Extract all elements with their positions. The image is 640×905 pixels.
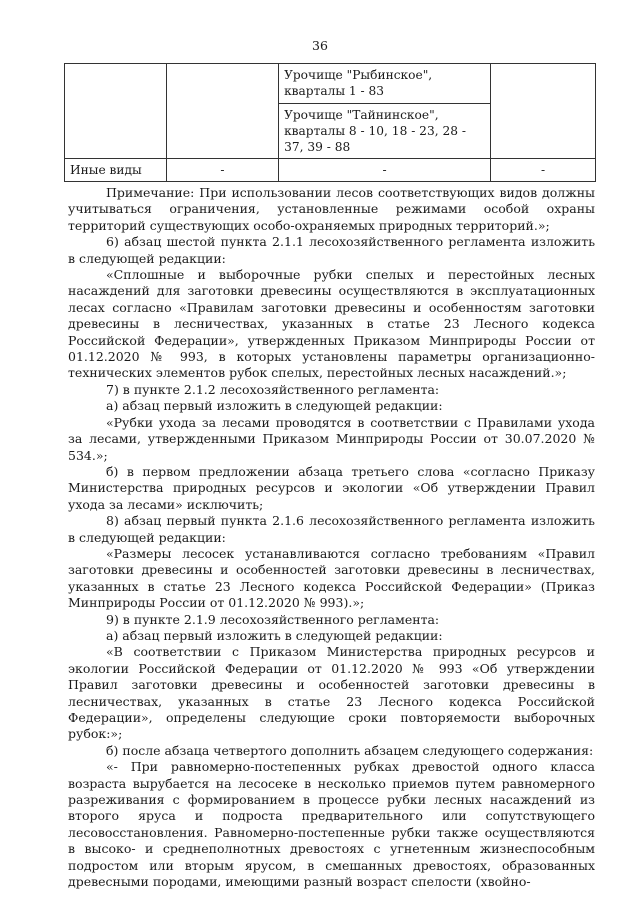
table-cell — [491, 64, 596, 159]
forest-use-table — [64, 63, 596, 182]
paragraph: «Рубки ухода за лесами проводятся в соответствии с Правилами ухода за лесами, утвержденными Приказом Минприроды России от 30.07.2020 № 534.»; — [68, 414, 595, 463]
tract-text: Урочище "Тайнинское", кварталы 8 - 10, 18 - 23, 28 - 37, 39 - 88 — [284, 108, 466, 154]
tract-cell — [279, 104, 491, 159]
table-row — [65, 64, 596, 104]
tract-text: Урочище "Рыбинское", кварталы 1 - 83 — [284, 68, 433, 98]
paragraph: «Размеры лесосек устанавливаются согласно требованиям «Правил заготовки древесины и особенностей заготовки древесины в лесничествах, указанных в статье 23 Лесного кодекса Российской Федерации» (Приказ Минприроды России от 01.12.2020 № 993).»; — [68, 545, 595, 611]
page-number: 36 — [312, 38, 328, 53]
row-label: Иные виды — [65, 159, 167, 182]
paragraph: 8) абзац первый пункта 2.1.6 лесохозяйственного регламента изложить в следующей редакции: — [68, 513, 595, 545]
paragraph: б) в первом предложении абзаца третьего слова «согласно Приказу Министерства природных ресурсов и экологии «Об утверждении Правил ухода за лесами» исключить; — [68, 463, 595, 512]
paragraph: «В соответствии с Приказом Министерства природных ресурсов и экологии Российской Федерации от 01.12.2020 № 993 «Об утверждении Правил заготовки древесины и особенностей заготовки древесины в лесничествах, указанных в статье 23 Лесного кодекса Российской Федерации», определены следующие сроки повторяемости выборочных рубок:»; — [68, 644, 595, 742]
table-cell — [166, 64, 278, 159]
table-cell — [65, 64, 167, 159]
paragraph: «- При равномерно-постепенных рубках древостой одного класса возраста вырубается на лесосеке в несколько приемов путем равномерного разреживания с формированием в процессе рубки лесных насаждений из второго яруса и подроста предварительного или сопутствующего лесовосстановления. Равномерно-постепенные рубки также осуществляются в высоко- и среднеполнотных древостоях с угнетенным жизнеспособным подростом или вторым ярусом, в смешанных древостоях, образованных древесными породами, имеющими разный возраст спелости (хвойно- — [68, 759, 595, 890]
paragraph: «Сплошные и выборочные рубки спелых и перестойных лесных насаждений для заготовки древесины осуществляются в эксплуатационных лесах согласно «Правилам заготовки древесины и особенностям заготовки древесины в лесничествах, указанных в статье 23 Лесного кодекса Российской Федерации», утвержденных Приказом Минприроды России от 01.12.2020 № 993, в которых установлены параметры организационно-технических элементов рубок спелых, перестойных лесных насаждений.»; — [68, 267, 595, 381]
paragraph: б) после абзаца четвертого дополнить абзацем следующего содержания: — [106, 742, 594, 758]
paragraph: 9) в пункте 2.1.9 лесохозяйственного регламента: — [106, 611, 440, 627]
table-cell: - — [279, 159, 491, 182]
table-cell: - — [166, 159, 278, 182]
paragraph: 6) абзац шестой пункта 2.1.1 лесохозяйственного регламента изложить в следующей редакции: — [68, 234, 595, 266]
paragraph: 7) в пункте 2.1.2 лесохозяйственного регламента: — [106, 381, 440, 397]
document-body — [68, 185, 595, 890]
table-cell: - — [491, 159, 596, 182]
paragraph: а) абзац первый изложить в следующей редакции: — [106, 398, 443, 414]
paragraph: а) абзац первый изложить в следующей редакции: — [106, 627, 443, 643]
tract-cell — [279, 64, 491, 104]
table-row — [65, 159, 596, 182]
paragraph: Примечание: При использовании лесов соответствующих видов должны учитываться ограничения, установленные режимами особой охраны территорий существующих особо-охраняемых природных территорий.»; — [68, 185, 595, 233]
